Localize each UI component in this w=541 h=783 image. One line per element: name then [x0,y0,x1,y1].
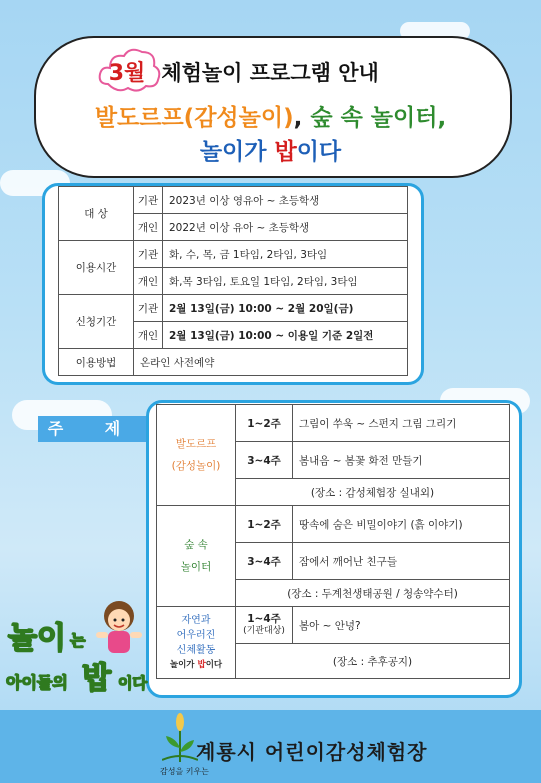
logo-text: 는 [70,631,86,650]
usage-org-value: 화, 수, 목, 금 1타임, 2타임, 3타임 [163,241,408,268]
week-label: 3~4주 [236,442,293,479]
week-value: 1~4주 [247,613,281,625]
place-text: (장소 : 추후공지) [236,644,510,679]
sprout-logo-icon [162,712,198,764]
usage-ind-value: 화,목 3타임, 토요일 1타임, 2타임, 3타임 [163,268,408,295]
method-label: 이용방법 [59,349,134,376]
activity-text: 잠에서 깨어난 친구들 [293,543,510,580]
title-part: 놀이가 [199,139,275,165]
ind-label: 개인 [134,322,163,349]
table-row [59,349,408,376]
page-title [100,56,460,87]
org-label: 기관 [134,241,163,268]
institution-tagline: 감성을 키우는 [160,767,209,776]
org-label: 기관 [134,295,163,322]
title-highlight: 밥 [274,139,297,165]
month-label: 3월 [108,61,146,86]
institution-name: 계룡시 어린이감성체험장 [196,740,428,764]
table-row [157,405,510,442]
program-waldorf-cell [157,405,236,506]
program-name: 신체활동 [176,644,216,656]
target-ind-value: 2022년 이상 유아 ~ 초등학생 [163,214,408,241]
tag-part: 놀이가 [169,659,198,670]
program-forest-title: 숲 속 놀이터, [310,105,447,131]
tag-part: 이다 [205,659,223,670]
tag-highlight: 밥 [197,659,206,670]
logo-text: 놀이 [8,621,66,656]
program-name-sub: (감성놀이) [171,460,221,472]
apply-label: 신청기간 [59,295,134,349]
logo-text: 아이들의 [6,673,68,692]
logo-text: 밥 [82,661,111,696]
program-name-sub: 놀이터 [180,561,212,573]
program-forest-cell [157,506,236,607]
table-row [59,295,408,322]
apply-org-value: 2월 13일(금) 10:00 ~ 2월 20일(금) [163,295,408,322]
org-label: 기관 [134,187,163,214]
week-label [236,607,293,644]
table-row [59,187,408,214]
program-name: 어우러진 [176,629,216,641]
title-part: 이다 [296,139,342,165]
ind-label: 개인 [134,214,163,241]
method-value: 온라인 사전예약 [134,349,408,376]
table-row [59,241,408,268]
program-waldorf-title: 발도르프(감성놀이) [94,105,294,131]
target-org-value: 2023년 이상 영유아 ~ 초등학생 [163,187,408,214]
program-physical-cell [157,607,236,679]
program-name-tag [163,658,229,673]
theme-table [156,404,510,679]
week-note: (기관대상) [243,626,285,636]
logo-text: 이다 [118,674,147,692]
program-list-title [0,99,541,132]
table-row [157,607,510,644]
ind-label: 개인 [134,268,163,295]
activity-text: 봄내음 ~ 봄꽃 화전 만들기 [293,442,510,479]
week-label: 1~2주 [236,405,293,442]
activity-text: 땅속에 숨은 비밀이야기 (흙 이야기) [293,506,510,543]
program-name: 자연과 [181,614,211,626]
theme-tab: 주 제 [38,416,148,442]
week-label: 3~4주 [236,543,293,580]
week-label: 1~2주 [236,506,293,543]
place-text: (장소 : 두계천생태공원 / 청송약수터) [236,580,510,607]
apply-ind-value: 2월 13일(금) 10:00 ~ 이용일 기준 2일전 [163,322,408,349]
place-text: (장소 : 감성체험장 실내외) [236,479,510,506]
separator: , [293,105,311,131]
table-row [157,506,510,543]
program-name: 발도르프 [175,438,217,450]
activity-text: 봄아 ~ 안녕? [293,607,510,644]
info-table [58,186,408,376]
program-play-title [0,133,541,166]
title-text: 체험놀이 프로그램 안내 [161,61,379,85]
activity-text: 그림이 쑤욱 ~ 스펀지 그림 그리기 [293,405,510,442]
girl-character-icon [90,596,148,666]
target-label: 대 상 [59,187,134,241]
program-name: 숲 속 [184,539,208,551]
usage-label: 이용시간 [59,241,134,295]
